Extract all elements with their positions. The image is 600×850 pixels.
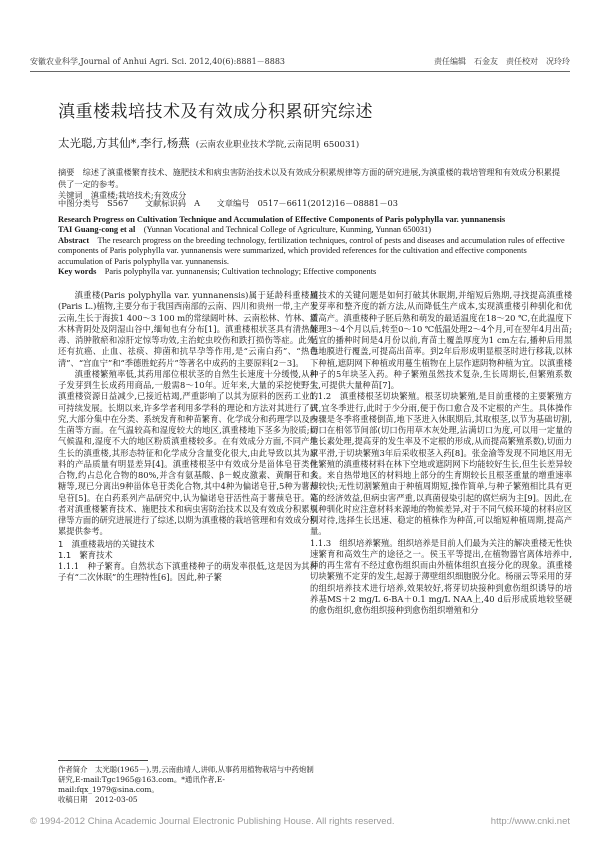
- english-affiliation: (Yunnan Vocational and Technical College of Agriculture, Kunming, Yunnan 650031): [143, 225, 431, 235]
- english-abstract-label: Abstract: [58, 235, 90, 245]
- paper-title: 滇重楼栽培技术及有效成分积累研究综述: [58, 102, 373, 122]
- keywords-text: 滇重楼;栽培技术;有效成分: [90, 190, 187, 201]
- abstract-label: 摘要: [58, 167, 75, 177]
- left-column: [58, 290, 318, 584]
- section-heading-1: 1 滇重楼栽培的关键技术: [58, 538, 155, 549]
- running-header: [30, 56, 570, 70]
- keywords-label: 关键词: [58, 190, 83, 201]
- article-number: 文章编号 0517－6611(2012)16－08881－03: [216, 198, 398, 208]
- chinese-abstract: [58, 167, 568, 202]
- right-column: [310, 290, 572, 616]
- received-date: 2012-03-05: [94, 795, 138, 804]
- intro-paragraph-2: 滇重楼繁殖率低,其药用部位根状茎的自然生长速度十分缓慢,从种子发芽到生长成药用商品,一般需8～10年。近年来,大量的采挖使野生滇重楼资源日益减少,已接近枯竭,严重影响了以其为原料的医药工业的可持续发展。长期以来,许多学者利用多学科的理论和方法对其进行了研究,大部分集中在分类、系统发育和种苗繁育、化学成分和药理学以及内生菌等方面。在气温较高和湿度较大的地区,滇重楼地下茎多为胶质;而气候温和,湿度不大的地区粉质滇重楼较多。在有效成分方面,不同产地生长的滇重楼,其形态特征和化学成分含量变化很大,由此导致以其为原料的产品质量有明显差异[4]。滇重楼根茎中有效成分是甾体皂苷类化合物,约占总化合物的80%,并含有氨基酸、β－蜕皮激素、黄酮苷和多糖等,现已分离出9种甾体皂苷类化合物,其中4种为偏诺皂苷,5种为薯蓣皂苷[5]。在白药系列产品研究中,认为偏诺皂苷活性高于薯蓣皂苷。笔者对滇重楼繁育技术、施肥技术和病虫害防治技术以及有效成分积累规律等方面的研究进展进行了综述,以期为滇重楼的栽培管理和有效成分积累提供参考。: [58, 368, 318, 537]
- cnki-link[interactable]: http://www.cnki.net: [490, 816, 570, 827]
- tissue-culture-paragraph: 1.1.3 组织培养繁殖。组织培养是目前人们最为关注的解决重楼无性快速繁育和高效生产的途径之一。侯玉平等提出,在植物器官离体培养中,芽的再生常有不经过愈伤组织而由外植体组织直接分化的现象。滇重楼切块繁殖不定芽的发生,起源于薄壁组织细胞脱分化。杨丽云等采用的芽的组织培养技术进行培养,效果较好,将芽切块接种到愈伤组织诱导的培养基MS＋2 mg/L 6-BA＋0.1 mg/L NAA上,40 d后形成质地较坚硬的愈伤组织,愈伤组织接种到愈伤组织增殖和分: [310, 537, 572, 615]
- received-label: 收稿日期: [58, 795, 88, 804]
- english-keywords: Paris polyphylla var. yunnanensis; Cultivation technology; Effective components: [104, 267, 377, 277]
- copyright-notice: © 1994-2012 China Academic Journal Electronic Publishing House. All rights reserved.: [30, 816, 395, 827]
- english-abstract: The research progress on the breeding technology, fertilization techniques, control of pests and diseases and accumulation rules of effective components of Paris polyphylla var. yunnanensis were summarized, which provided references for the cultivation and effective components accumulation of Paris polyphylla var. yunnanensis.: [58, 235, 565, 266]
- author-bio-text: 太光聪(1965－),男,云南曲靖人,讲师,从事药用植物栽培与中药炮制研究,E-mail:Tgc1965@163.com。*通讯作者,E-mail:fqx_1979@sina.com。: [58, 765, 314, 794]
- english-keywords-label: Key words: [58, 267, 97, 277]
- header-divider: [30, 71, 570, 72]
- english-title: Research Progress on Cultivation Technique and Accumulation of Effective Components of Paris polyphylla var. yunnanensis: [58, 215, 506, 224]
- journal-citation: 安徽农业科学,Journal of Anhui Agri. Sci. 2012,40(6):8881－8883: [30, 57, 286, 66]
- seed-breeding-continued: 殖技术的关键问题是如何打破其休眠期,并缩短后熟期,寻找提高滇重楼发芽率和整齐度的新方法,从而降低生产成本,实现滇重楼引种驯化和优质高产。滇重楼种子胚后熟和萌发的最适温度在18～20 ℃,在此温度下处理3～4个月以后,转至0～10 ℃低温处理2～4个月,可在翌年4月出苗;适宜的播种时间是4月份以前,育苗土覆盖厚度为1 cm左右,播种后用黑色地膜进行覆盖,可提高出苗率。到2年后形成明显根茎时进行移栽,以林下种植,遮阴网下种植或用蔓生植物在上层作遮阴物种植为宜。以滇重楼种子的5年块茎入药。种子繁殖虽然技术复杂,生长周期长,但繁殖系数大,可提供大量种苗[7]。: [310, 290, 572, 390]
- intro-paragraph-1: 滇重楼(Paris polyphylla var. yunnanensis)属于延龄科重楼属(Paris L.)植物,主要分布于我国西南部的云南、四川和贵州一带,主产于云南,生长于海拔1 400～3 100 m的常绿阔叶林、云南松林、竹林、灌木林背阴处及阴湿山谷中,缅甸也有分布[1]。滇重楼根状茎具有清热解毒、消肿散瘀和凉肝定惊等功效,主治蛇虫咬伤和跌打损伤等症。此外,还有抗癌、止血、祛痰、抑菌和抗早孕等作用,是“云南白药”、“热毒清”、“宫血宁”和“季德胜蛇药片”等著名中成药的主要原料[2－3]。: [58, 290, 318, 368]
- page-footer: [30, 816, 570, 827]
- classification-line: [58, 198, 568, 209]
- author-institution: (云南农业职业技术学院,云南昆明 650031): [195, 140, 360, 150]
- rhizome-cutting-paragraph: 1.1.2 滇重楼根茎切块繁殖。根茎切块繁殖,是目前重楼的主要繁殖方式,宜冬季进行,此时于少分雨,便于伤口愈合及不定根的产生。具体操作步骤是冬季将重楼倒苗,地下茎进入休眠期后,其取根茎,以节为基础切割,切口在相邻节间部(切口伤用草木灰处理,沾满切口为度,可以用一定量的生长素处理,提高芽的发生率及不定根的形成,从而提高繁殖系数),切面力求平滑,于切块繁殖3年后采收根茎入药[8]。张金渝等发现不同地区用无性繁殖的滇重楼材料在林下空地或遮阴网下均能较好生长,但生长差异较大。来自热带地区的材料地上部分的生育期较长且根茎重量的增重速率却较快;无性切割繁殖由于种植周期短,操作简单,与种子繁殖相比具有更高的经济效益,但病虫害严重,以真菌侵染引起的腐烂病为主[9]。因此,在引种驯化时应注意材料来源地的物候差异,对于不同气候环境的材料应区别对待,选择生长迅速、稳定的植株作为种苗,可以缩短种植周期,提高产量。: [310, 391, 572, 537]
- footnote-divider: [58, 760, 148, 761]
- english-authors: TAI Guang-cong et al: [58, 225, 136, 235]
- subsection-heading-1-1: 1.1 繁育技术: [58, 549, 113, 560]
- author-line: [58, 135, 359, 151]
- abstract-text: 综述了滇重楼繁育技术、施肥技术和病虫害防治技术以及有效成分积累规律等方面的研究进展,为滇重楼的栽培管理和有效成分积累提供了一定的参考。: [58, 167, 561, 189]
- editor-credits: 责任编辑 石金友 责任校对 况玲玲: [434, 57, 570, 66]
- author-names: 太光聪,方其仙*,李行,杨燕: [58, 136, 190, 150]
- seed-breeding-paragraph: 1.1.1 种子繁育。自然状态下滇重楼种子的萌发率很低,这是因为其种子有“二次休眠”的生理特性[6]。因此,种子繁: [58, 561, 318, 583]
- clc-number: 中图分类号 S567: [58, 198, 129, 208]
- author-bio-label: 作者简介: [58, 765, 88, 774]
- doc-code: 文献标识码 A: [144, 198, 201, 208]
- footnote: [58, 765, 318, 805]
- english-abstract-block: [58, 215, 570, 277]
